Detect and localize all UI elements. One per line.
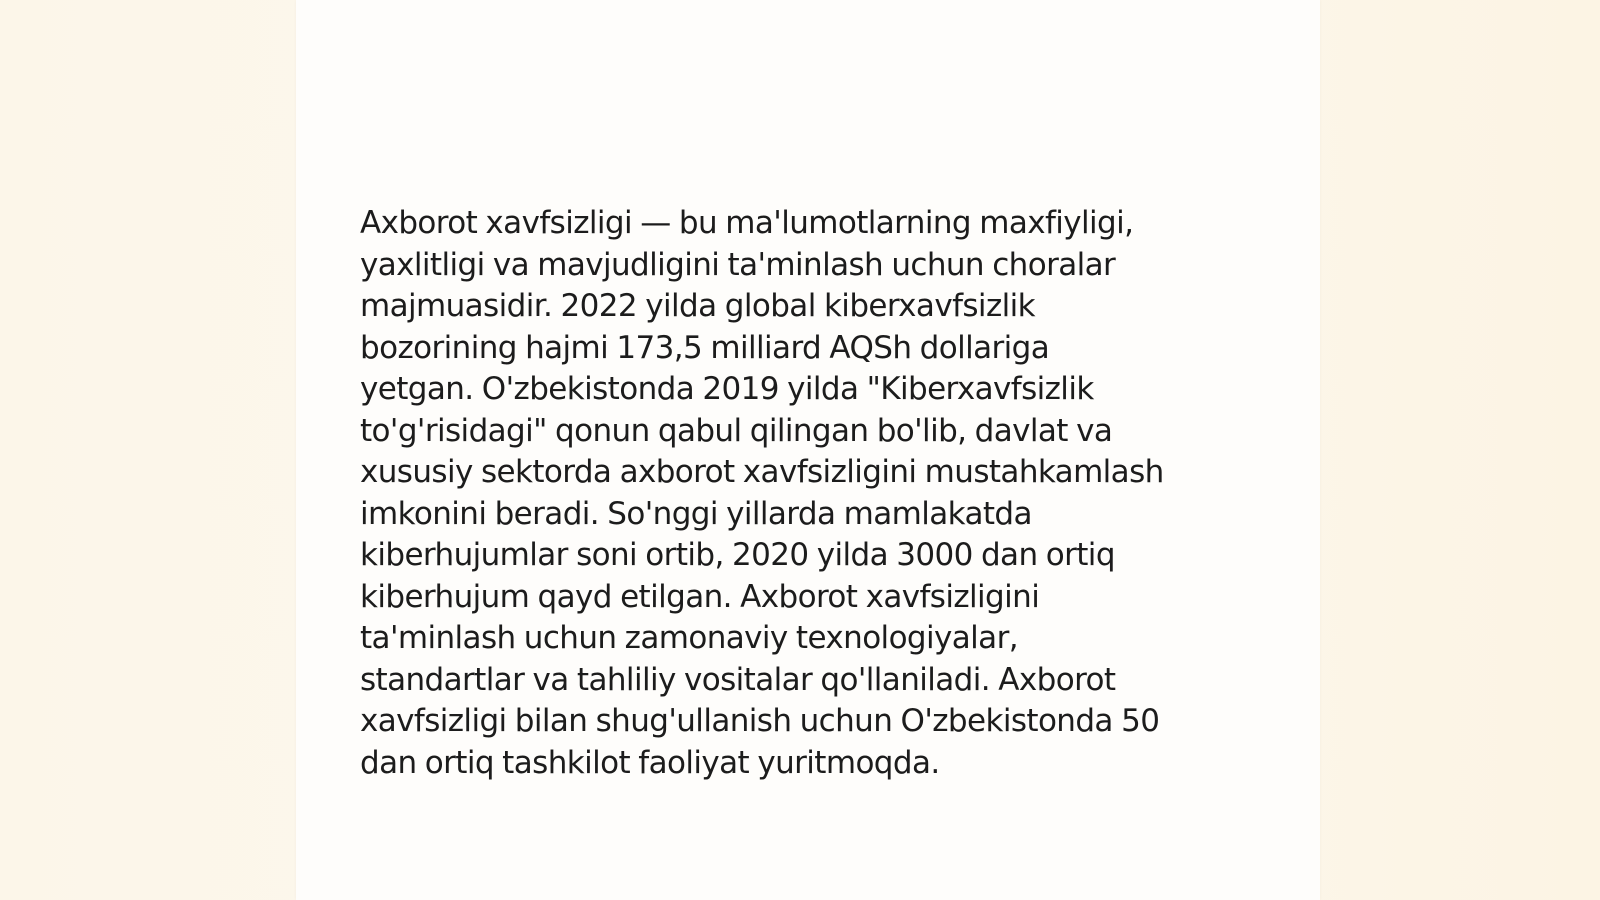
slide bbox=[296, 0, 1320, 900]
text-line: yetgan. O'zbekistonda 2019 yilda "Kiberxavfsizlik bbox=[360, 371, 1094, 407]
text-line: to'g'risidagi" qonun qabul qilingan bo'lib, davlat va bbox=[360, 412, 1113, 449]
text-line: ta'minlash uchun zamonaviy texnologiyalar, bbox=[360, 620, 1018, 656]
text-line: yaxlitligi va mavjudligini ta'minlash uchun choralar bbox=[360, 246, 1116, 283]
text-line: standartlar va tahliliy vositalar qo'llaniladi. Axborot bbox=[360, 661, 1116, 698]
text-line: bozorining hajmi 173,5 milliard AQSh dollariga bbox=[360, 329, 1050, 366]
text-line: kiberhujumlar soni ortib, 2020 yilda 3000 dan ortiq bbox=[360, 537, 1115, 573]
text-line: dan ortiq tashkilot faoliyat yuritmoqda. bbox=[360, 744, 940, 781]
text-line: majmuasidir. 2022 yilda global kiberxavfsizlik bbox=[360, 288, 1035, 324]
text-line: Axborot xavfsizligi — bu ma'lumotlarning maxfiyligi, bbox=[360, 205, 1134, 241]
slide-body-text bbox=[360, 203, 1260, 784]
text-line: kiberhujum qayd etilgan. Axborot xavfsizligini bbox=[360, 578, 1040, 615]
text-line: xususiy sektorda axborot xavfsizligini mustahkamlash bbox=[360, 454, 1164, 490]
text-line: imkonini beradi. So'nggi yillarda mamlakatda bbox=[360, 495, 1032, 532]
text-line: xavfsizligi bilan shug'ullanish uchun O'zbekistonda 50 bbox=[360, 703, 1160, 739]
